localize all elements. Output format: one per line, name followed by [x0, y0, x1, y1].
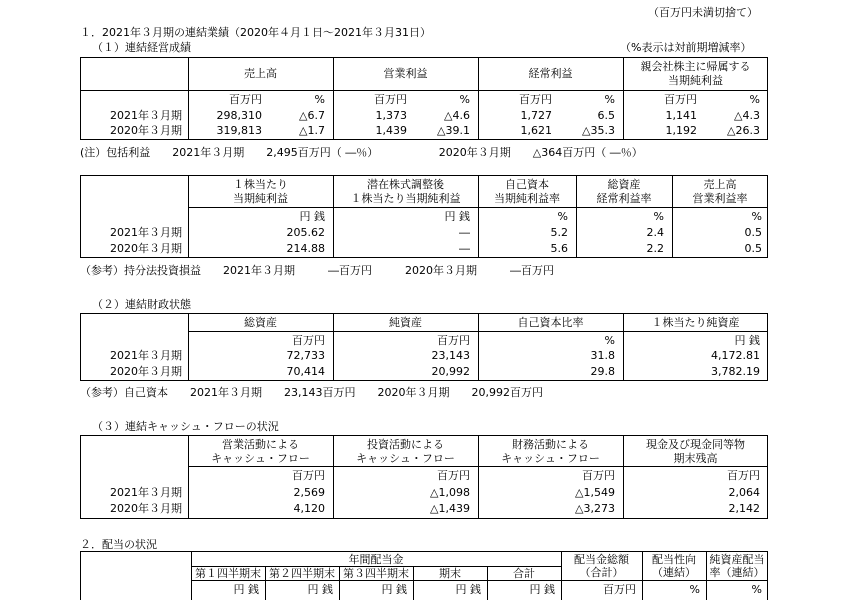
header-q2: 第２四半期末	[269, 567, 335, 580]
table-cell: △4.3	[734, 109, 760, 122]
unit-cell: 円 銭	[307, 583, 333, 596]
table-cell: 72,733	[286, 349, 325, 362]
table-cell: ―	[459, 226, 470, 239]
table-cell: △1.7	[299, 124, 325, 137]
table-cell: 4,120	[293, 502, 325, 515]
header-margin-line2: 営業利益率	[692, 192, 748, 205]
unit-cell: %	[653, 210, 664, 223]
table-cell: △4.6	[444, 109, 470, 122]
header-margin-line1: 売上高	[703, 178, 737, 191]
table-cell: △26.3	[727, 124, 760, 137]
table-cell: △1,098	[430, 486, 470, 499]
header-q3: 第３四半期末	[343, 567, 409, 580]
dividend-title: ２．配当の状況	[80, 538, 157, 551]
equity-method-note: （参考）持分法投資損益 2021年３月期 ―百万円 2020年３月期 ―百万円	[80, 264, 554, 277]
header-cash-balance-line1: 現金及び現金同等物	[646, 438, 745, 451]
table-cell: 4,172.81	[711, 349, 760, 362]
unit-cell: %	[604, 334, 615, 347]
unit-cell: 百万円	[727, 469, 760, 482]
table-cell: 20,992	[431, 365, 470, 378]
table-cell: △6.7	[299, 109, 325, 122]
header-dividend-total-line1: 配当金総額	[574, 553, 629, 566]
unit-cell: 百万円	[519, 93, 552, 106]
header-equity-ratio: 自己資本比率	[517, 316, 584, 329]
unit-cell: 百万円	[582, 469, 615, 482]
header-total-assets: 総資産	[244, 316, 277, 329]
header-operating-cf-line1: 営業活動による	[222, 438, 299, 451]
header-roa-line2: 経常利益率	[596, 192, 652, 205]
unit-note: （百万円未満切捨て）	[648, 6, 758, 19]
header-year-end: 期末	[439, 567, 461, 580]
table-cell: 1,727	[520, 109, 552, 122]
unit-cell: 百万円	[374, 93, 407, 106]
header-roe-line2: 当期純利益率	[494, 192, 560, 205]
unit-cell: 百万円	[292, 334, 325, 347]
table-cell: 1,141	[665, 109, 697, 122]
unit-cell: %	[749, 93, 760, 106]
header-net-income-line2: 当期純利益	[668, 74, 723, 87]
unit-cell: 円 銭	[529, 583, 555, 596]
unit-cell: %	[689, 583, 700, 596]
header-investing-cf-line1: 投資活動による	[367, 438, 444, 451]
header-net-income-line1: 親会社株主に帰属する	[640, 60, 751, 73]
header-roe-line1: 自己資本	[505, 178, 549, 191]
header-bps: １株当たり純資産	[651, 316, 740, 329]
header-eps-line2: 当期純利益	[233, 192, 288, 205]
results-title: （１）連結経営成績	[92, 41, 191, 54]
header-sales: 売上高	[244, 67, 277, 80]
header-net-assets: 純資産	[389, 316, 422, 329]
unit-cell: %	[557, 210, 568, 223]
row-label: 2021年３月期	[110, 349, 182, 362]
section-1-title: １．2021年３月期の連結業績（2020年４月１日～2021年３月31日）	[80, 26, 431, 39]
table-cell: △3,273	[575, 502, 615, 515]
table-cell: 319,813	[216, 124, 262, 137]
unit-cell: 百万円	[292, 469, 325, 482]
unit-cell: %	[604, 93, 615, 106]
table-cell: 2,064	[728, 486, 760, 499]
table-cell: 0.5	[744, 242, 762, 255]
header-payout-line2: （連結）	[652, 566, 696, 579]
table-cell: ―	[459, 242, 470, 255]
unit-cell: 百万円	[229, 93, 262, 106]
header-operating-income: 営業利益	[383, 67, 428, 80]
table-cell: 298,310	[216, 109, 262, 122]
table-cell: 1,192	[665, 124, 697, 137]
table-cell: 0.5	[744, 226, 762, 239]
row-label: 2021年３月期	[110, 486, 182, 499]
row-label: 2020年３月期	[110, 124, 182, 137]
table-cell: 2,142	[728, 502, 760, 515]
header-doe-line1: 純資産配当	[709, 553, 765, 566]
header-roa-line1: 総資産	[607, 178, 641, 191]
unit-cell: %	[751, 210, 762, 223]
unit-cell: %	[459, 93, 470, 106]
header-ordinary-income: 経常利益	[528, 67, 573, 80]
unit-cell: 百万円	[664, 93, 697, 106]
row-label: 2020年３月期	[110, 242, 182, 255]
cashflow-title: （３）連結キャッシュ・フローの状況	[92, 420, 279, 433]
unit-cell: 円 銭	[381, 583, 407, 596]
header-payout-line1: 配当性向	[652, 553, 696, 566]
table-cell: 5.6	[550, 242, 568, 255]
header-cash-balance-line2: 期末残高	[673, 452, 718, 465]
header-eps-line1: １株当たり	[233, 178, 288, 191]
table-cell: △1,439	[430, 502, 470, 515]
equity-note: （参考）自己資本 2021年３月期 23,143百万円 2020年３月期 20,992百万円	[80, 386, 543, 399]
unit-cell: %	[751, 583, 762, 596]
unit-cell: 百万円	[603, 583, 636, 596]
header-financing-cf-line2: キャッシュ・フロー	[501, 452, 600, 465]
table-cell: 1,439	[375, 124, 407, 137]
table-cell: 2.4	[646, 226, 664, 239]
table-cell: 23,143	[431, 349, 470, 362]
header-annual-dividend: 年間配当金	[348, 553, 404, 566]
header-diluted-eps-line1: 潜在株式調整後	[367, 178, 444, 191]
table-cell: 31.8	[590, 349, 615, 362]
table-cell: 2.2	[646, 242, 664, 255]
row-label: 2021年３月期	[110, 226, 182, 239]
table-cell: 5.2	[550, 226, 568, 239]
row-label: 2020年３月期	[110, 502, 182, 515]
table-cell: 205.62	[286, 226, 325, 239]
comprehensive-income-note: (注）包括利益 2021年３月期 2,495百万円（ ―％） 2020年３月期 △364百万円（ ―％）	[80, 146, 643, 159]
header-dividend-total-line2: （合計）	[579, 566, 624, 579]
unit-cell: %	[314, 93, 325, 106]
table-cell: 29.8	[590, 365, 615, 378]
header-q1: 第１四半期末	[195, 567, 261, 580]
table-cell: 70,414	[286, 365, 325, 378]
table-cell: 3,782.19	[711, 365, 760, 378]
unit-cell: 円 銭	[444, 210, 470, 223]
table-cell: 1,621	[520, 124, 552, 137]
results-change-note: （%表示は対前期増減率）	[620, 41, 752, 54]
header-doe-line2: 率（連結）	[709, 566, 765, 579]
header-financing-cf-line1: 財務活動による	[512, 438, 589, 451]
table-cell: 6.5	[597, 109, 615, 122]
table-cell: 214.88	[286, 242, 325, 255]
header-investing-cf-line2: キャッシュ・フロー	[356, 452, 455, 465]
unit-cell: 円 銭	[233, 583, 259, 596]
header-operating-cf-line2: キャッシュ・フロー	[211, 452, 310, 465]
table-cell: △39.1	[437, 124, 470, 137]
table-cell: △1,549	[575, 486, 615, 499]
header-diluted-eps-line2: １株当たり当期純利益	[350, 192, 461, 205]
unit-cell: 円 銭	[299, 210, 325, 223]
unit-cell: 百万円	[437, 334, 470, 347]
header-total: 合計	[513, 567, 535, 580]
unit-cell: 円 銭	[455, 583, 481, 596]
table-cell: △35.3	[582, 124, 615, 137]
financial-title: （２）連結財政状態	[92, 298, 191, 311]
row-label: 2020年３月期	[110, 365, 182, 378]
table-cell: 2,569	[293, 486, 325, 499]
unit-cell: 円 銭	[734, 334, 760, 347]
row-label: 2021年３月期	[110, 109, 182, 122]
table-cell: 1,373	[375, 109, 407, 122]
unit-cell: 百万円	[437, 469, 470, 482]
